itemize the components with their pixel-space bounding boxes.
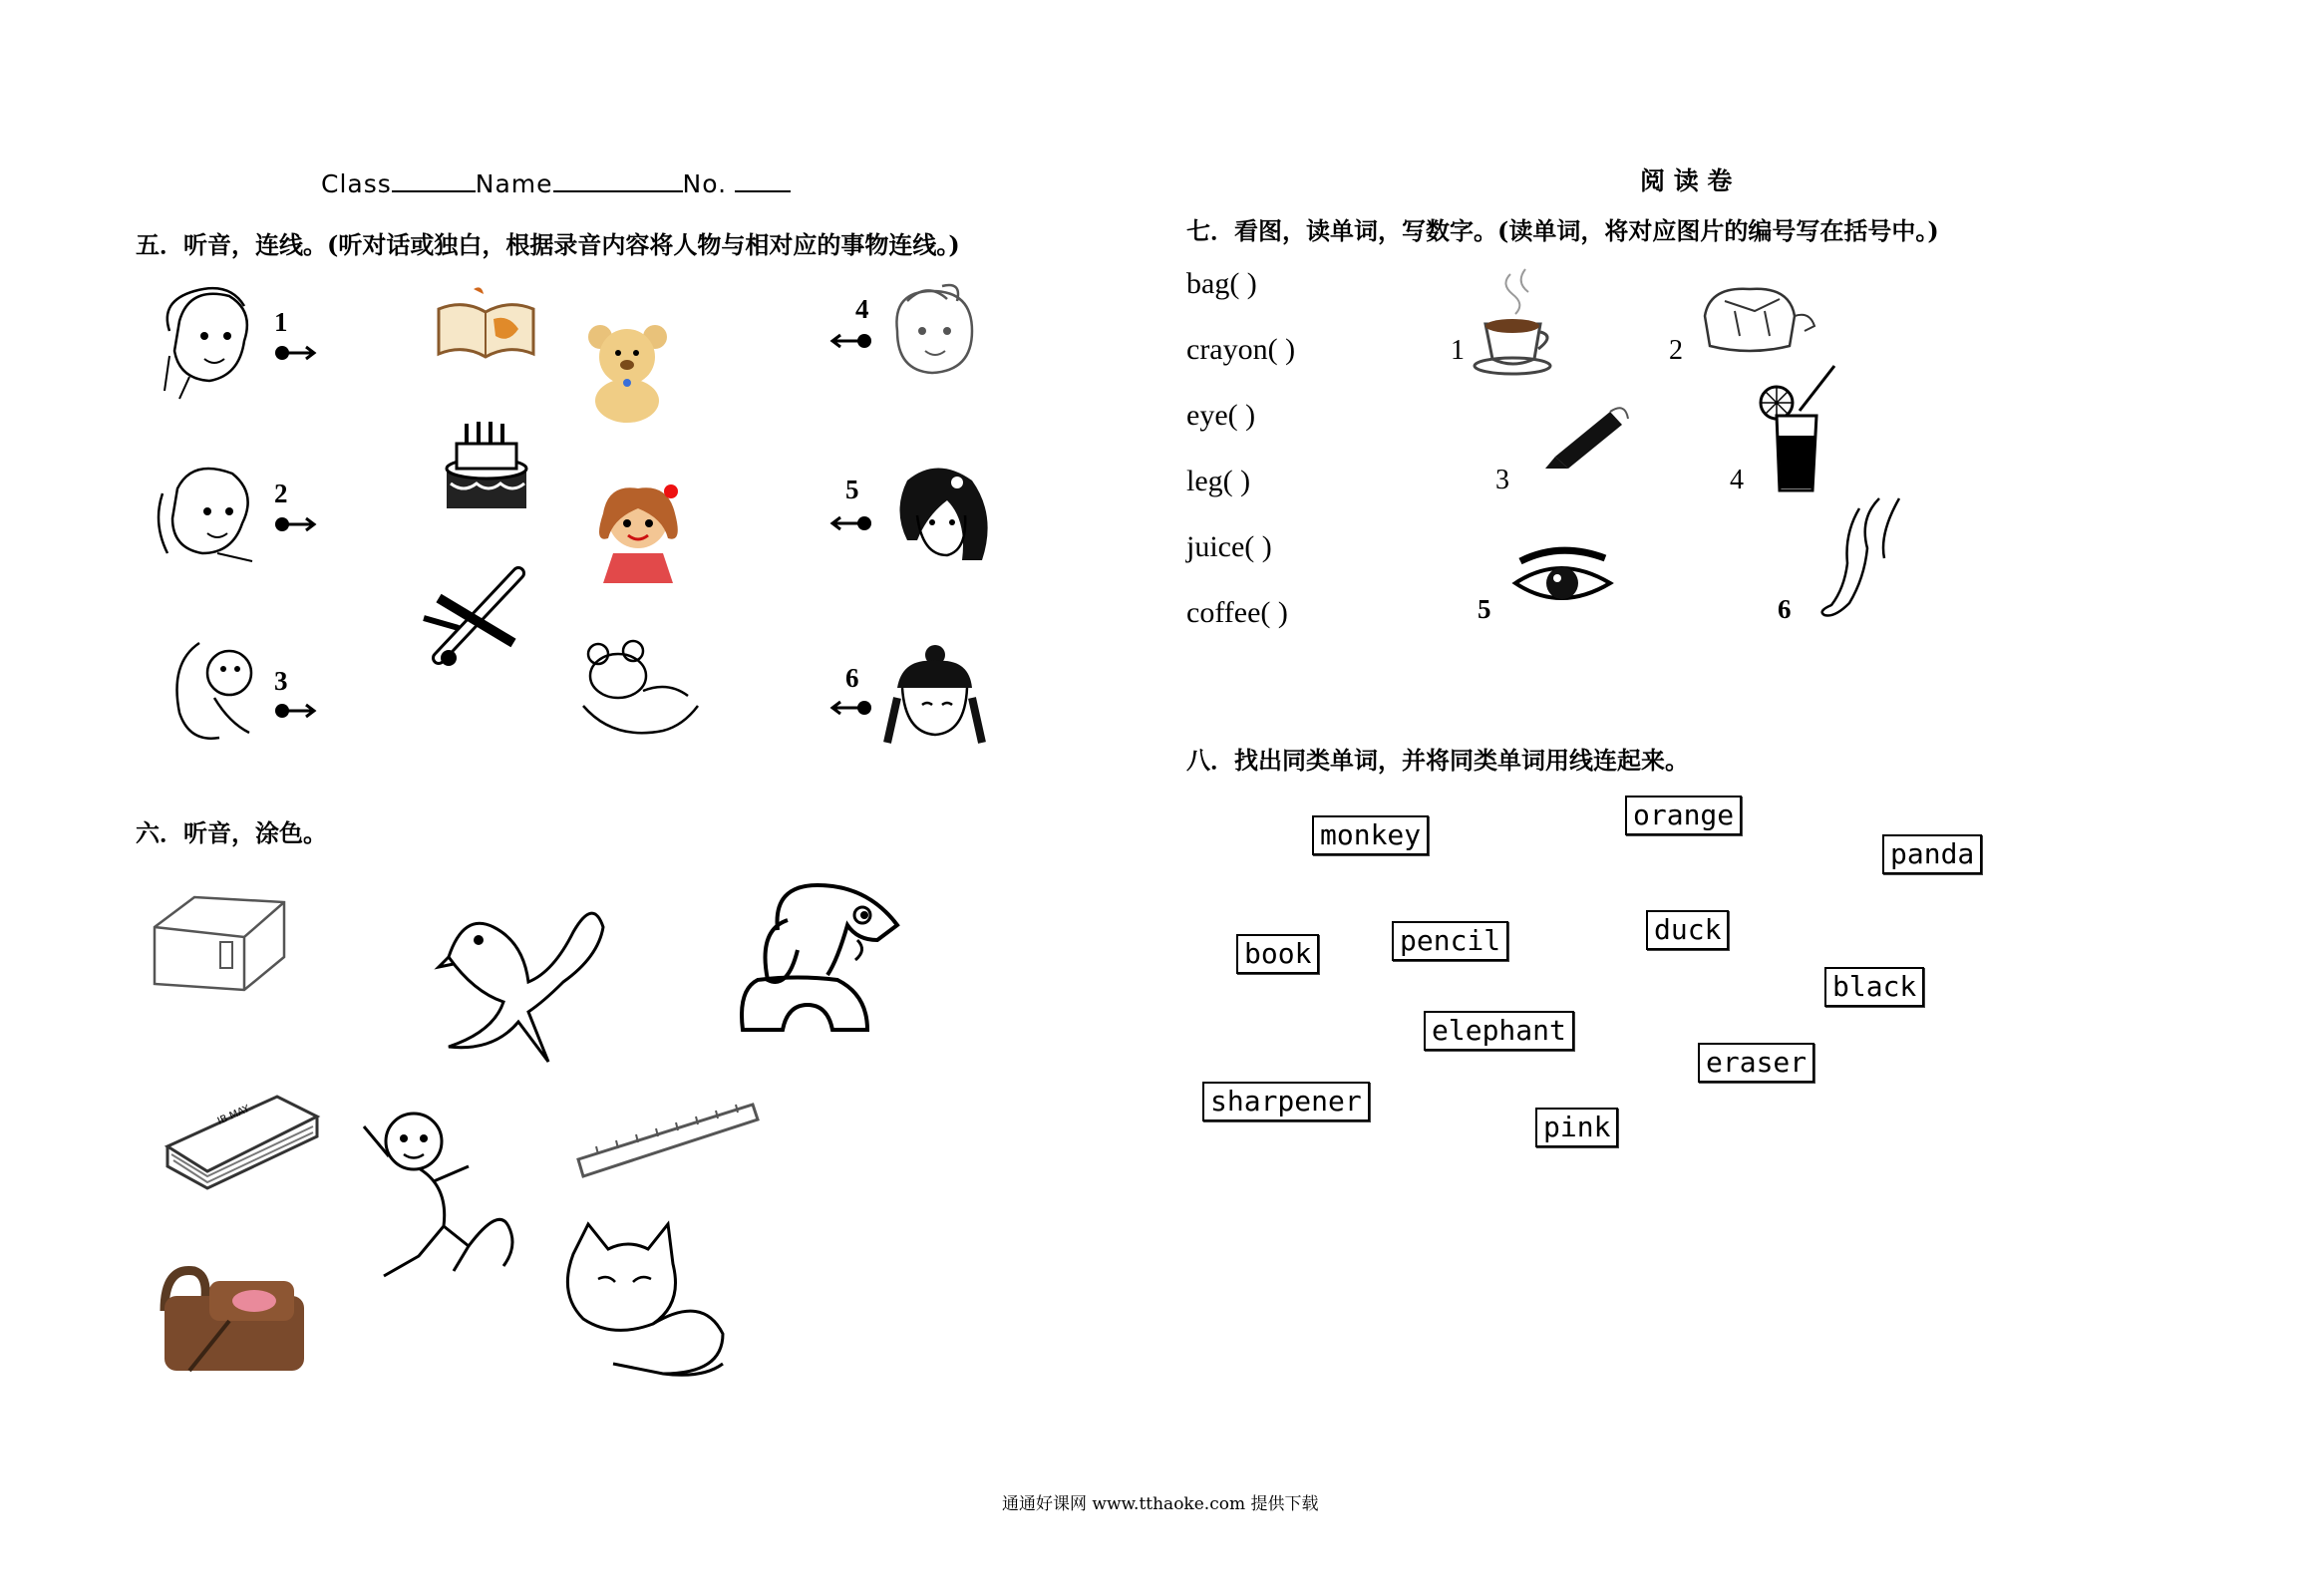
book-cover-text: IB MAY [215, 1103, 252, 1127]
no-label: No. [682, 169, 728, 198]
arrow-right-icon [274, 514, 319, 534]
student-info-line [321, 169, 791, 198]
picture-number-1: 1 [1451, 335, 1465, 366]
eye-icon [1510, 543, 1615, 613]
arrow-left-icon [827, 513, 872, 533]
footer-credit: 通通好课网 www.tthaoke.com 提供下载 [1002, 1494, 1319, 1514]
arrow-left-icon [827, 331, 872, 351]
name-blank[interactable] [553, 190, 683, 192]
word-bag[interactable]: bag( ) [1186, 267, 1257, 300]
word-box-pencil[interactable]: pencil [1392, 921, 1508, 961]
word-box-elephant[interactable]: elephant [1424, 1011, 1574, 1051]
reading-paper-title: 阅 读 卷 [1640, 166, 1733, 195]
girl-bow-icon [877, 281, 987, 386]
word-coffee[interactable]: coffee( ) [1186, 596, 1288, 629]
arrow-right-icon [274, 701, 319, 721]
toy-plane-icon [419, 558, 538, 678]
word-box-book[interactable]: book [1236, 934, 1319, 974]
pencil-box-icon [145, 882, 294, 1007]
section5-instruction: 五．听音，连线。(听对话或独白，根据录音内容将人物与相对应的事物连线。) [136, 230, 960, 259]
word-box-black[interactable]: black [1824, 967, 1924, 1007]
person-number-5: 5 [845, 475, 859, 504]
section7-instruction: 七．看图，读单词，写数字。(读单词，将对应图片的编号写在括号中。) [1186, 216, 1939, 245]
picture-number-3: 3 [1495, 465, 1509, 495]
picture-number-2: 2 [1669, 335, 1683, 366]
person-number-3: 3 [274, 666, 288, 696]
person-number-2: 2 [274, 479, 288, 508]
ruler-icon [573, 1095, 763, 1189]
open-book-icon [434, 284, 538, 369]
teddy-bear-icon [580, 319, 675, 424]
doll-icon [583, 483, 693, 598]
bird-icon [434, 892, 608, 1072]
picture-number-6: 6 [1778, 594, 1792, 624]
word-box-pink[interactable]: pink [1535, 1108, 1618, 1147]
coffee-cup-icon [1471, 264, 1560, 379]
word-leg[interactable]: leg( ) [1186, 465, 1251, 497]
cat-icon [553, 1214, 733, 1384]
word-box-orange[interactable]: orange [1625, 796, 1742, 835]
no-blank[interactable] [735, 190, 791, 192]
class-label: Class [321, 169, 392, 198]
closed-book-icon [158, 1077, 322, 1191]
word-box-sharpener[interactable]: sharpener [1202, 1082, 1370, 1121]
word-juice[interactable]: juice( ) [1186, 530, 1272, 563]
word-box-monkey[interactable]: monkey [1312, 815, 1429, 855]
word-box-duck[interactable]: duck [1646, 910, 1729, 950]
birthday-cake-icon [439, 414, 533, 518]
schoolbag-icon [1695, 281, 1819, 356]
mouse-icon [573, 636, 703, 741]
backpack-icon [150, 1261, 339, 1376]
girl-ponytail-icon [148, 454, 262, 568]
word-box-panda[interactable]: panda [1882, 834, 1982, 874]
girl-dark-hair-icon [877, 461, 997, 570]
leg-icon [1810, 493, 1909, 628]
arrow-left-icon [827, 698, 872, 718]
person-number-4: 4 [855, 294, 869, 324]
person-number-1: 1 [274, 307, 288, 337]
girl-face-icon [150, 281, 259, 401]
name-label: Name [475, 169, 553, 198]
dog-icon [728, 880, 902, 1045]
word-eye[interactable]: eye( ) [1186, 399, 1256, 432]
monkey-icon [359, 1107, 533, 1286]
person-number-6: 6 [845, 663, 859, 693]
picture-number-5: 5 [1478, 594, 1491, 624]
word-box-eraser[interactable]: eraser [1698, 1043, 1814, 1083]
juice-glass-icon [1755, 361, 1839, 495]
section6-instruction: 六．听音，涂色。 [136, 818, 327, 847]
girl-braids-icon [877, 643, 992, 753]
crayon-icon [1540, 397, 1630, 472]
squirrel-icon [160, 623, 269, 753]
class-blank[interactable] [392, 190, 476, 192]
word-crayon[interactable]: crayon( ) [1186, 333, 1296, 366]
section8-instruction: 八．找出同类单词，并将同类单词用线连起来。 [1186, 746, 1689, 775]
arrow-right-icon [274, 343, 319, 363]
picture-number-4: 4 [1730, 465, 1744, 495]
